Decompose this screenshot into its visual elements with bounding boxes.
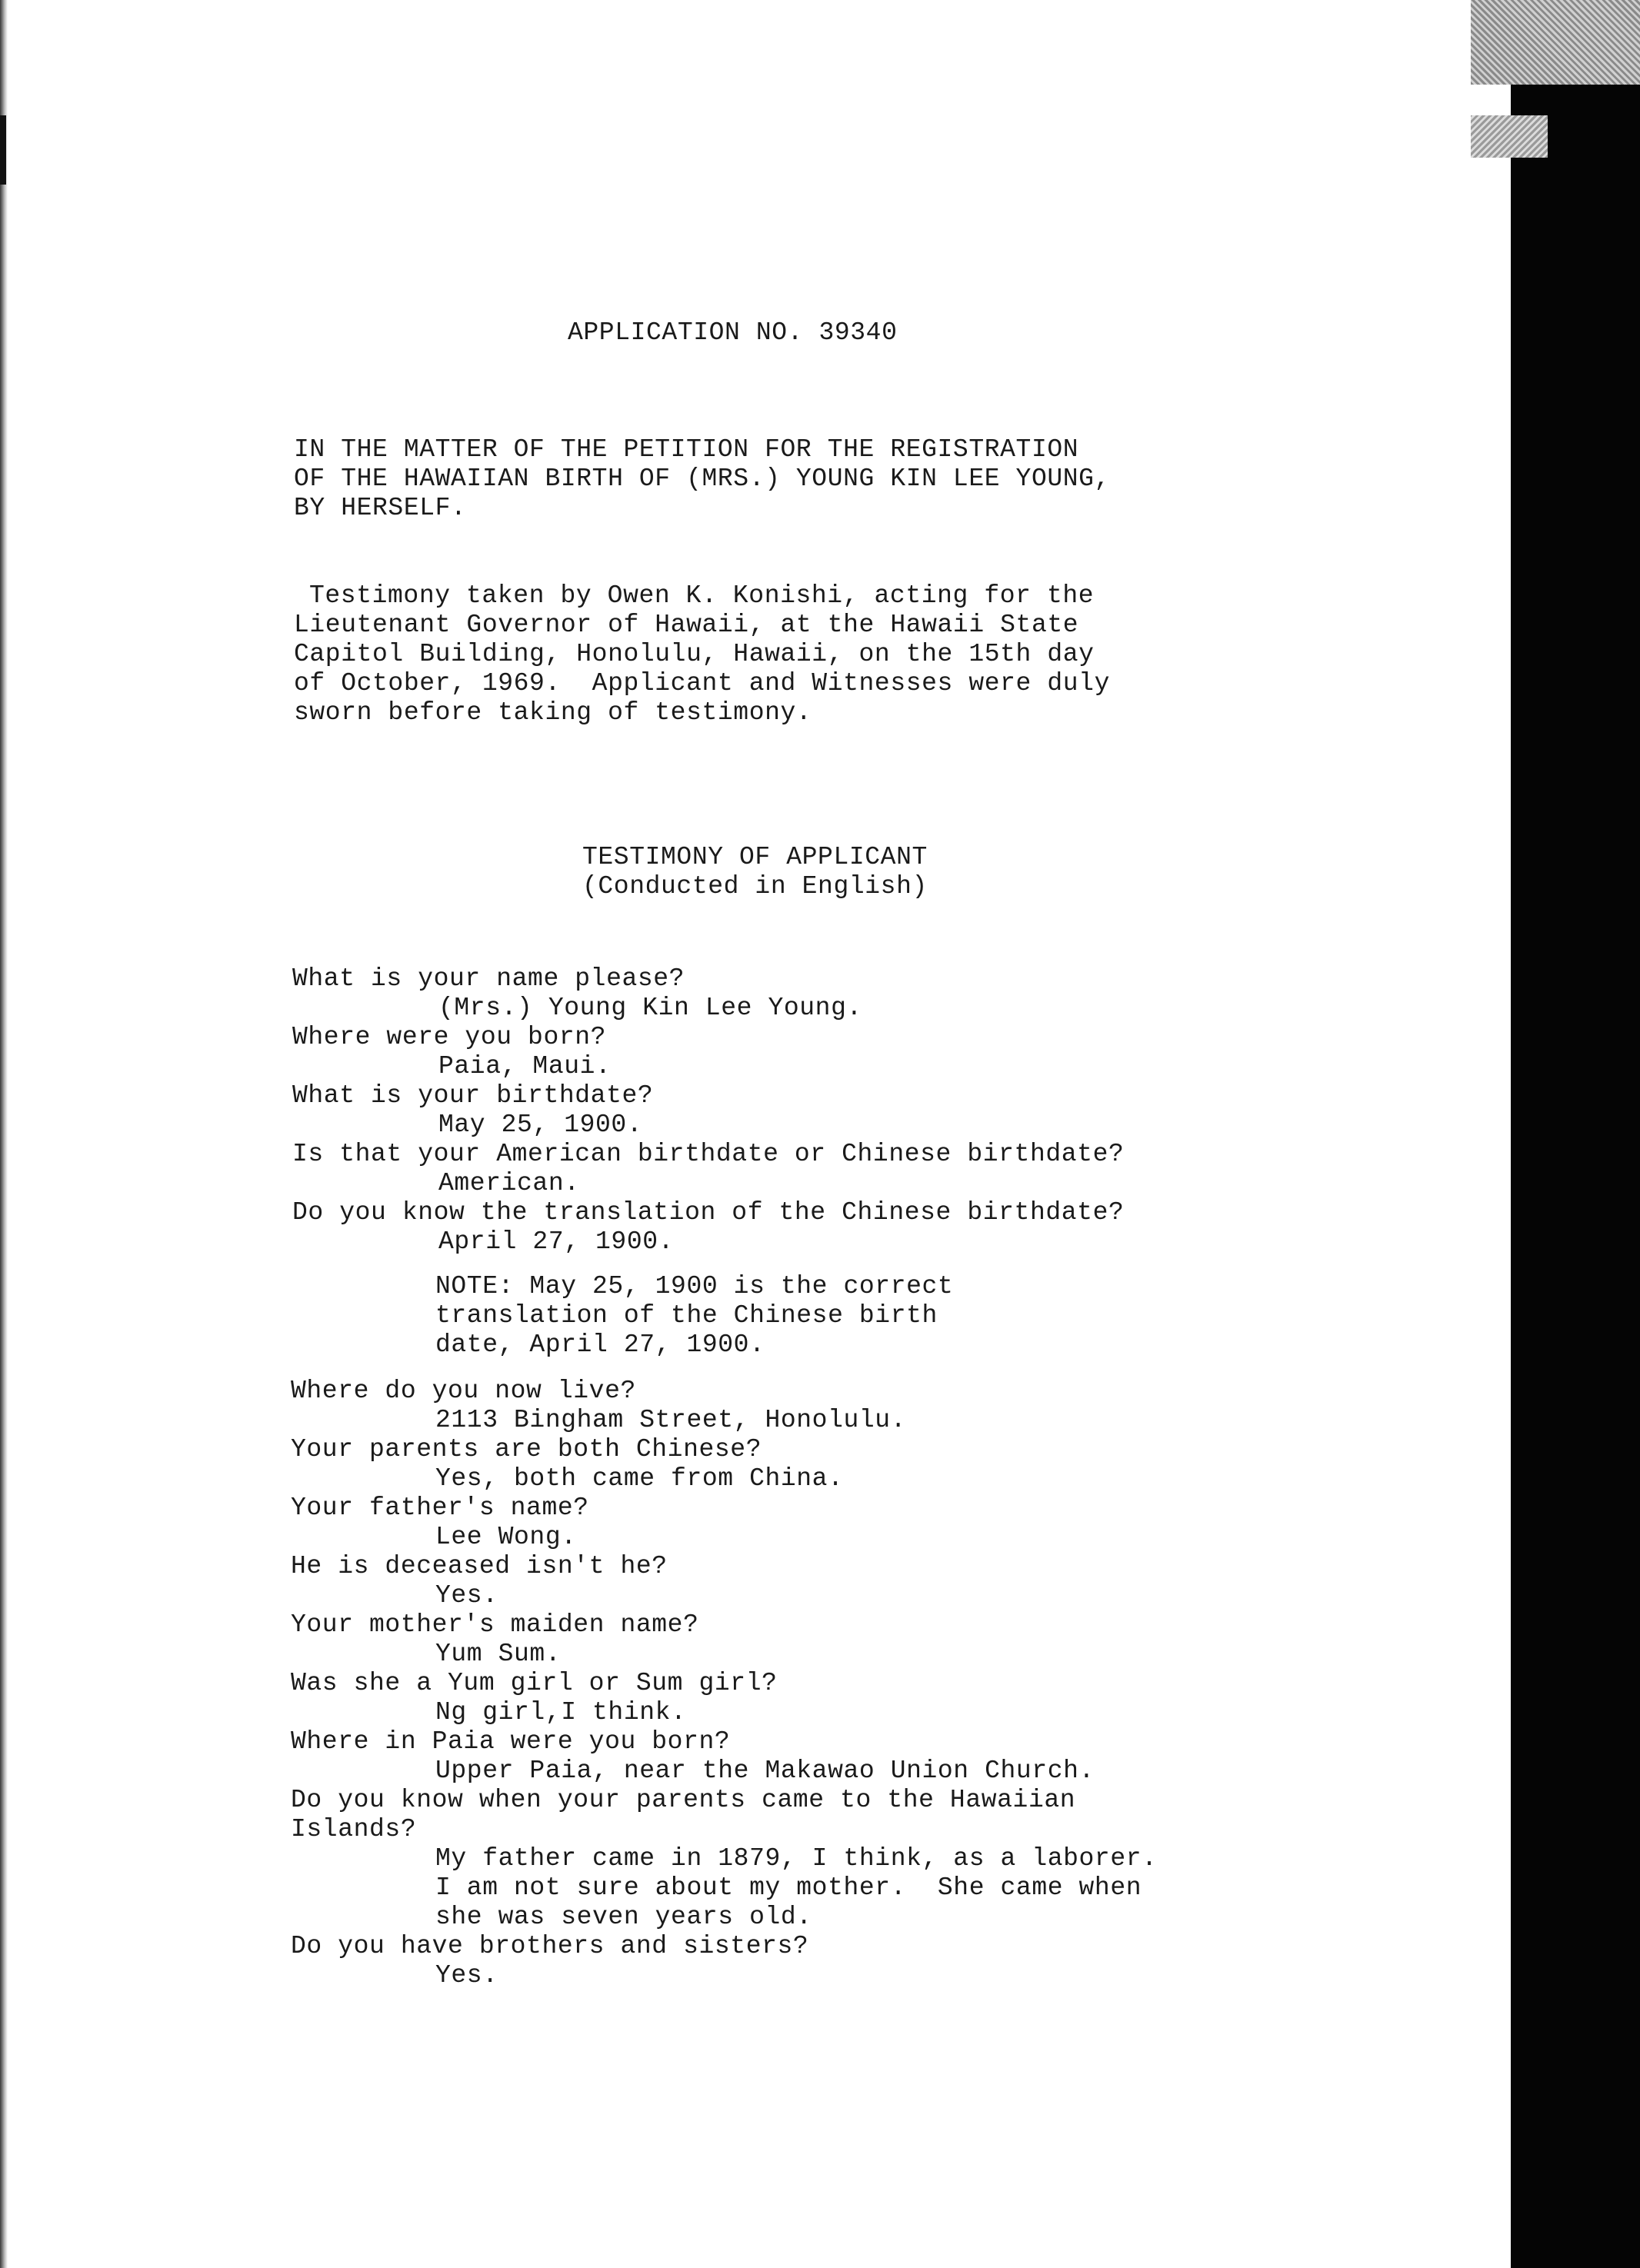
intro-line: Capitol Building, Honolulu, Hawaii, on the 15th day bbox=[294, 640, 1095, 668]
answer-line: May 25, 1900. bbox=[438, 1111, 643, 1139]
question-line: Do you know when your parents came to the Hawaiian bbox=[291, 1786, 1076, 1814]
question-line: Where in Paia were you born? bbox=[291, 1727, 731, 1756]
answer-line: Paia, Maui. bbox=[438, 1052, 612, 1081]
answer-line: Lee Wong. bbox=[435, 1523, 577, 1551]
question-line: Do you know the translation of the Chinese birthdate? bbox=[292, 1198, 1125, 1227]
matter-line: IN THE MATTER OF THE PETITION FOR THE REGISTRATION bbox=[294, 435, 1079, 464]
answer-line: Yes. bbox=[435, 1961, 498, 1990]
question-line: He is deceased isn't he? bbox=[291, 1552, 668, 1580]
question-line: Do you have brothers and sisters? bbox=[291, 1932, 809, 1960]
matter-line: BY HERSELF. bbox=[294, 494, 467, 522]
scan-mark-left bbox=[0, 115, 6, 185]
answer-line: Ng girl,I think. bbox=[435, 1698, 687, 1727]
matter-line: OF THE HAWAIIAN BIRTH OF (MRS.) YOUNG KIN LEE YOUNG, bbox=[294, 465, 1110, 493]
application-number: APPLICATION NO. 39340 bbox=[568, 318, 898, 347]
question-line: Was she a Yum girl or Sum girl? bbox=[291, 1669, 778, 1697]
intro-line: Testimony taken by Owen K. Konishi, acting for the bbox=[309, 581, 1095, 610]
answer-line: My father came in 1879, I think, as a laborer. bbox=[435, 1844, 1158, 1873]
answer-line: Upper Paia, near the Makawao Union Church. bbox=[435, 1757, 1095, 1785]
scan-noise-right bbox=[1471, 115, 1548, 158]
question-line: Is that your American birthdate or Chinese birthdate? bbox=[292, 1140, 1125, 1168]
question-line: What is your name please? bbox=[292, 964, 685, 993]
section-title: TESTIMONY OF APPLICANT bbox=[582, 843, 928, 871]
scan-noise-top-right bbox=[1471, 0, 1640, 85]
question-line: Your parents are both Chinese? bbox=[291, 1435, 762, 1464]
question-line: Where were you born? bbox=[292, 1023, 607, 1051]
note-line: translation of the Chinese birth bbox=[435, 1301, 938, 1330]
answer-line: Yes, both came from China. bbox=[435, 1464, 844, 1493]
answer-line: American. bbox=[438, 1169, 580, 1197]
answer-line: 2113 Bingham Street, Honolulu. bbox=[435, 1406, 907, 1434]
question-line: Your father's name? bbox=[291, 1494, 589, 1522]
note-line: date, April 27, 1900. bbox=[435, 1330, 765, 1359]
answer-line: I am not sure about my mother. She came when bbox=[435, 1873, 1142, 1902]
intro-line: Lieutenant Governor of Hawaii, at the Hawaii State bbox=[294, 611, 1079, 639]
question-line: Your mother's maiden name? bbox=[291, 1610, 699, 1639]
question-line: Islands? bbox=[291, 1815, 417, 1843]
note-line: NOTE: May 25, 1900 is the correct bbox=[435, 1272, 954, 1301]
answer-line: April 27, 1900. bbox=[438, 1227, 675, 1256]
question-line: Where do you now live? bbox=[291, 1377, 636, 1405]
answer-line: she was seven years old. bbox=[435, 1903, 812, 1931]
answer-line: Yes. bbox=[435, 1581, 498, 1610]
intro-line: sworn before taking of testimony. bbox=[294, 698, 812, 727]
answer-line: (Mrs.) Young Kin Lee Young. bbox=[438, 994, 862, 1022]
question-line: What is your birthdate? bbox=[292, 1081, 654, 1110]
section-subtitle: (Conducted in English) bbox=[582, 872, 928, 901]
scan-edge-right bbox=[1511, 0, 1640, 2268]
answer-line: Yum Sum. bbox=[435, 1640, 562, 1668]
intro-line: of October, 1969. Applicant and Witnesses were duly bbox=[294, 669, 1110, 698]
scan-edge-left bbox=[0, 0, 8, 2268]
